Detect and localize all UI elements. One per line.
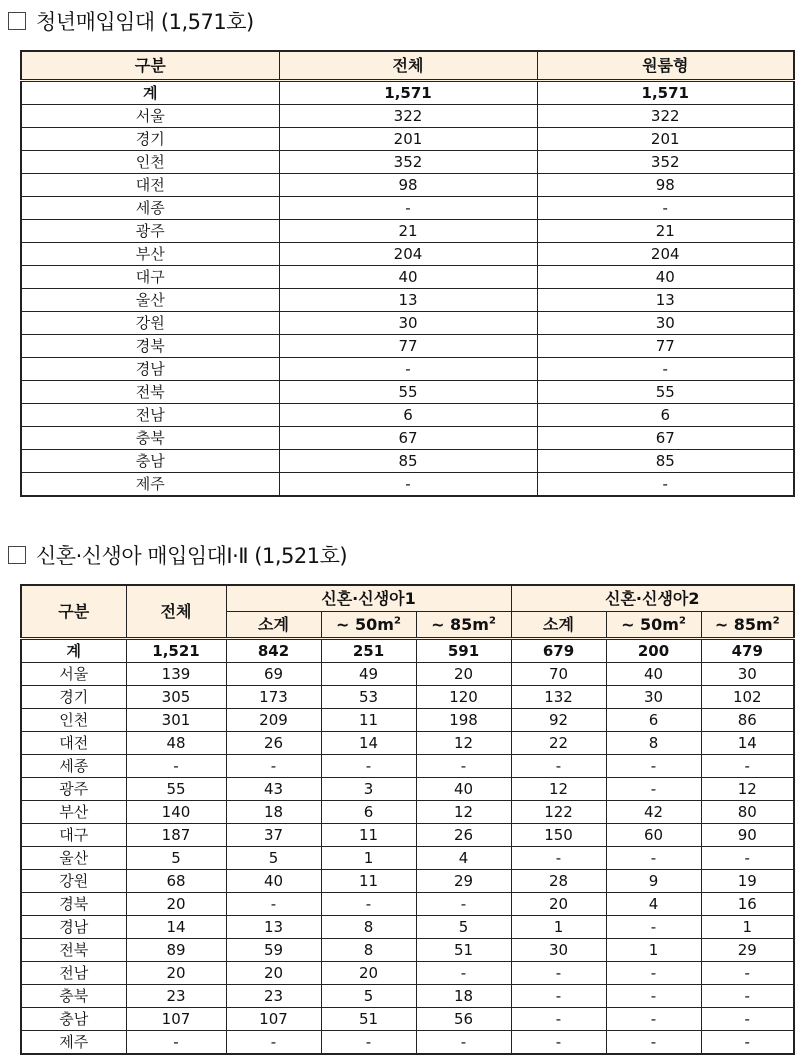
value-cell: 13 bbox=[537, 289, 794, 312]
region-cell: 충북 bbox=[21, 427, 279, 450]
value-cell: 122 bbox=[511, 801, 606, 824]
region-cell: 전북 bbox=[21, 381, 279, 404]
value-cell: 8 bbox=[321, 939, 416, 962]
value-cell: 12 bbox=[416, 801, 511, 824]
value-cell: 30 bbox=[537, 312, 794, 335]
value-cell: 204 bbox=[279, 243, 537, 266]
region-cell: 강원 bbox=[21, 312, 279, 335]
value-cell: 51 bbox=[321, 1008, 416, 1031]
youth-housing-table bbox=[20, 50, 795, 497]
value-cell: - bbox=[321, 1031, 416, 1055]
value-cell: 16 bbox=[701, 893, 794, 916]
table-row bbox=[21, 985, 794, 1008]
table-row bbox=[21, 709, 794, 732]
value-cell: 55 bbox=[537, 381, 794, 404]
value-cell: - bbox=[416, 1031, 511, 1055]
value-cell: - bbox=[511, 985, 606, 1008]
value-cell: 13 bbox=[279, 289, 537, 312]
value-cell: 28 bbox=[511, 870, 606, 893]
table-row bbox=[21, 755, 794, 778]
value-cell: 4 bbox=[606, 893, 701, 916]
value-cell: 18 bbox=[416, 985, 511, 1008]
header-group1: 신혼·신생아1 bbox=[226, 585, 511, 612]
value-cell: 1 bbox=[701, 916, 794, 939]
value-cell: - bbox=[701, 847, 794, 870]
value-cell: - bbox=[606, 1008, 701, 1031]
value-cell: 204 bbox=[537, 243, 794, 266]
table-row bbox=[21, 266, 794, 289]
region-cell: 전북 bbox=[21, 939, 126, 962]
region-cell: 인천 bbox=[21, 709, 126, 732]
value-cell: 22 bbox=[511, 732, 606, 755]
header-group2: 신혼·신생아2 bbox=[511, 585, 794, 612]
region-cell: 경기 bbox=[21, 686, 126, 709]
value-cell: 4 bbox=[416, 847, 511, 870]
value-cell: 85 bbox=[279, 450, 537, 473]
value-cell: 40 bbox=[226, 870, 321, 893]
header-g2-50 bbox=[606, 612, 701, 639]
value-cell: 70 bbox=[511, 663, 606, 686]
value-cell: 51 bbox=[416, 939, 511, 962]
region-cell: 세종 bbox=[21, 755, 126, 778]
value-cell: - bbox=[511, 755, 606, 778]
value-cell: 107 bbox=[126, 1008, 226, 1031]
header-oneroom: 원룸형 bbox=[537, 51, 794, 81]
value-cell: 60 bbox=[606, 824, 701, 847]
table-row bbox=[21, 427, 794, 450]
value-cell: 173 bbox=[226, 686, 321, 709]
value-cell: - bbox=[511, 847, 606, 870]
value-cell: 12 bbox=[701, 778, 794, 801]
region-cell: 대구 bbox=[21, 824, 126, 847]
section2-title bbox=[8, 540, 347, 570]
value-cell: - bbox=[701, 985, 794, 1008]
value-cell: - bbox=[279, 197, 537, 220]
value-cell: 29 bbox=[701, 939, 794, 962]
region-cell: 전남 bbox=[21, 962, 126, 985]
region-cell: 제주 bbox=[21, 1031, 126, 1055]
table-row bbox=[21, 824, 794, 847]
value-cell: 11 bbox=[321, 709, 416, 732]
size-label: ~ 50m bbox=[336, 615, 394, 634]
table-row bbox=[21, 686, 794, 709]
value-cell: 90 bbox=[701, 824, 794, 847]
value-cell: 69 bbox=[226, 663, 321, 686]
value-cell: 352 bbox=[537, 151, 794, 174]
value-cell: 68 bbox=[126, 870, 226, 893]
region-cell: 경기 bbox=[21, 128, 279, 151]
value-cell: 89 bbox=[126, 939, 226, 962]
value-cell: 201 bbox=[279, 128, 537, 151]
value-cell: - bbox=[416, 755, 511, 778]
value-cell: - bbox=[537, 358, 794, 381]
value-cell: - bbox=[537, 197, 794, 220]
value-cell: 21 bbox=[537, 220, 794, 243]
table-row bbox=[21, 105, 794, 128]
value-cell: - bbox=[126, 1031, 226, 1055]
size-label: ~ 50m bbox=[621, 615, 679, 634]
value-cell: 21 bbox=[279, 220, 537, 243]
table-row bbox=[21, 220, 794, 243]
value-cell: 30 bbox=[606, 686, 701, 709]
value-cell: 98 bbox=[537, 174, 794, 197]
value-cell: - bbox=[606, 962, 701, 985]
value-cell: 150 bbox=[511, 824, 606, 847]
region-cell: 대전 bbox=[21, 174, 279, 197]
value-cell: 6 bbox=[606, 709, 701, 732]
value-cell: 120 bbox=[416, 686, 511, 709]
value-cell: 1 bbox=[606, 939, 701, 962]
value-cell: - bbox=[126, 755, 226, 778]
region-cell: 경북 bbox=[21, 335, 279, 358]
value-cell: 14 bbox=[701, 732, 794, 755]
table-row bbox=[21, 243, 794, 266]
value-cell: - bbox=[226, 1031, 321, 1055]
table-row bbox=[21, 174, 794, 197]
table-row bbox=[21, 197, 794, 220]
region-cell: 강원 bbox=[21, 870, 126, 893]
value-cell: - bbox=[416, 962, 511, 985]
value-cell: 40 bbox=[279, 266, 537, 289]
value-cell: 14 bbox=[321, 732, 416, 755]
value-cell: 200 bbox=[606, 639, 701, 663]
value-cell: 20 bbox=[511, 893, 606, 916]
value-cell: - bbox=[701, 1031, 794, 1055]
value-cell: 20 bbox=[416, 663, 511, 686]
value-cell: 6 bbox=[279, 404, 537, 427]
value-cell: 20 bbox=[321, 962, 416, 985]
header-g1-85 bbox=[416, 612, 511, 639]
value-cell: 8 bbox=[321, 916, 416, 939]
table-row bbox=[21, 289, 794, 312]
header-g1-50 bbox=[321, 612, 416, 639]
region-cell: 제주 bbox=[21, 473, 279, 497]
value-cell: - bbox=[606, 1031, 701, 1055]
value-cell: 5 bbox=[321, 985, 416, 1008]
table-row bbox=[21, 404, 794, 427]
value-cell: 679 bbox=[511, 639, 606, 663]
region-cell: 인천 bbox=[21, 151, 279, 174]
value-cell: - bbox=[511, 1008, 606, 1031]
table-row bbox=[21, 381, 794, 404]
value-cell: 322 bbox=[537, 105, 794, 128]
value-cell: - bbox=[511, 1031, 606, 1055]
value-cell: 12 bbox=[416, 732, 511, 755]
value-cell: - bbox=[701, 962, 794, 985]
value-cell: 48 bbox=[126, 732, 226, 755]
region-cell: 경남 bbox=[21, 916, 126, 939]
table-row bbox=[21, 450, 794, 473]
table-row bbox=[21, 128, 794, 151]
header-g2-85 bbox=[701, 612, 794, 639]
checkbox-square-icon bbox=[8, 12, 26, 30]
checkbox-square-icon bbox=[8, 546, 26, 564]
header-g1-subtotal: 소계 bbox=[226, 612, 321, 639]
value-cell: 12 bbox=[511, 778, 606, 801]
value-cell: 20 bbox=[126, 962, 226, 985]
value-cell: - bbox=[321, 893, 416, 916]
value-cell: 40 bbox=[606, 663, 701, 686]
region-cell: 서울 bbox=[21, 663, 126, 686]
table-row bbox=[21, 663, 794, 686]
header-total: 전체 bbox=[126, 585, 226, 639]
value-cell: 92 bbox=[511, 709, 606, 732]
value-cell: 20 bbox=[226, 962, 321, 985]
value-cell: 201 bbox=[537, 128, 794, 151]
value-cell: 26 bbox=[416, 824, 511, 847]
value-cell: 40 bbox=[537, 266, 794, 289]
value-cell: 107 bbox=[226, 1008, 321, 1031]
value-cell: 86 bbox=[701, 709, 794, 732]
total-row bbox=[21, 81, 794, 105]
table-row bbox=[21, 962, 794, 985]
value-cell: - bbox=[701, 1008, 794, 1031]
value-cell: - bbox=[537, 473, 794, 497]
region-cell: 광주 bbox=[21, 220, 279, 243]
sup: 2 bbox=[678, 615, 686, 627]
total-row bbox=[21, 639, 794, 663]
header-category: 구분 bbox=[21, 51, 279, 81]
section2-title-text: 신혼·신생아 매입임대Ⅰ·Ⅱ (1,521호) bbox=[36, 544, 348, 568]
value-cell: - bbox=[279, 358, 537, 381]
value-cell: - bbox=[606, 847, 701, 870]
value-cell: 5 bbox=[226, 847, 321, 870]
region-cell: 계 bbox=[21, 81, 279, 105]
region-cell: 서울 bbox=[21, 105, 279, 128]
value-cell: 18 bbox=[226, 801, 321, 824]
value-cell: 26 bbox=[226, 732, 321, 755]
region-cell: 경남 bbox=[21, 358, 279, 381]
value-cell: 67 bbox=[279, 427, 537, 450]
value-cell: 842 bbox=[226, 639, 321, 663]
value-cell: - bbox=[606, 985, 701, 1008]
value-cell: 37 bbox=[226, 824, 321, 847]
region-cell: 계 bbox=[21, 639, 126, 663]
value-cell: 59 bbox=[226, 939, 321, 962]
value-cell: 55 bbox=[126, 778, 226, 801]
value-cell: 43 bbox=[226, 778, 321, 801]
value-cell: 11 bbox=[321, 870, 416, 893]
sup: 2 bbox=[772, 615, 780, 627]
header-total: 전체 bbox=[279, 51, 537, 81]
table-row bbox=[21, 151, 794, 174]
table-row bbox=[21, 939, 794, 962]
value-cell: 30 bbox=[511, 939, 606, 962]
value-cell: 40 bbox=[416, 778, 511, 801]
value-cell: 53 bbox=[321, 686, 416, 709]
value-cell: 209 bbox=[226, 709, 321, 732]
value-cell: 13 bbox=[226, 916, 321, 939]
value-cell: 5 bbox=[126, 847, 226, 870]
value-cell: - bbox=[279, 473, 537, 497]
region-cell: 전남 bbox=[21, 404, 279, 427]
sup: 2 bbox=[488, 615, 496, 627]
table-row bbox=[21, 916, 794, 939]
region-cell: 울산 bbox=[21, 289, 279, 312]
newlywed-housing-table bbox=[20, 584, 795, 1055]
value-cell: - bbox=[226, 893, 321, 916]
value-cell: 1 bbox=[511, 916, 606, 939]
region-cell: 대전 bbox=[21, 732, 126, 755]
value-cell: 77 bbox=[279, 335, 537, 358]
value-cell: 132 bbox=[511, 686, 606, 709]
value-cell: 30 bbox=[279, 312, 537, 335]
value-cell: 8 bbox=[606, 732, 701, 755]
value-cell: 19 bbox=[701, 870, 794, 893]
value-cell: 55 bbox=[279, 381, 537, 404]
value-cell: 5 bbox=[416, 916, 511, 939]
value-cell: 1,571 bbox=[537, 81, 794, 105]
value-cell: 251 bbox=[321, 639, 416, 663]
header-category: 구분 bbox=[21, 585, 126, 639]
region-cell: 부산 bbox=[21, 801, 126, 824]
value-cell: 6 bbox=[321, 801, 416, 824]
value-cell: 102 bbox=[701, 686, 794, 709]
table-row bbox=[21, 870, 794, 893]
region-cell: 세종 bbox=[21, 197, 279, 220]
table-row bbox=[21, 732, 794, 755]
table-row bbox=[21, 847, 794, 870]
value-cell: 301 bbox=[126, 709, 226, 732]
value-cell: 140 bbox=[126, 801, 226, 824]
value-cell: 67 bbox=[537, 427, 794, 450]
region-cell: 충남 bbox=[21, 450, 279, 473]
value-cell: 9 bbox=[606, 870, 701, 893]
value-cell: - bbox=[701, 755, 794, 778]
region-cell: 광주 bbox=[21, 778, 126, 801]
table-row bbox=[21, 893, 794, 916]
value-cell: - bbox=[416, 893, 511, 916]
value-cell: 80 bbox=[701, 801, 794, 824]
value-cell: - bbox=[511, 962, 606, 985]
value-cell: - bbox=[606, 916, 701, 939]
value-cell: 56 bbox=[416, 1008, 511, 1031]
table-row bbox=[21, 1008, 794, 1031]
region-cell: 대구 bbox=[21, 266, 279, 289]
value-cell: 42 bbox=[606, 801, 701, 824]
region-cell: 충남 bbox=[21, 1008, 126, 1031]
region-cell: 부산 bbox=[21, 243, 279, 266]
value-cell: 591 bbox=[416, 639, 511, 663]
value-cell: 23 bbox=[226, 985, 321, 1008]
table-row bbox=[21, 473, 794, 497]
table-row bbox=[21, 312, 794, 335]
value-cell: 352 bbox=[279, 151, 537, 174]
region-cell: 울산 bbox=[21, 847, 126, 870]
value-cell: 23 bbox=[126, 985, 226, 1008]
value-cell: 198 bbox=[416, 709, 511, 732]
value-cell: 30 bbox=[701, 663, 794, 686]
value-cell: 77 bbox=[537, 335, 794, 358]
sup: 2 bbox=[393, 615, 401, 627]
table-row bbox=[21, 358, 794, 381]
value-cell: - bbox=[606, 778, 701, 801]
table-row bbox=[21, 335, 794, 358]
table-row bbox=[21, 778, 794, 801]
value-cell: 1,521 bbox=[126, 639, 226, 663]
size-label: ~ 85m bbox=[431, 615, 489, 634]
section1-title-text: 청년매입임대 (1,571호) bbox=[36, 10, 254, 34]
table-row bbox=[21, 1031, 794, 1055]
value-cell: 305 bbox=[126, 686, 226, 709]
region-cell: 경북 bbox=[21, 893, 126, 916]
value-cell: 20 bbox=[126, 893, 226, 916]
header-g2-subtotal: 소계 bbox=[511, 612, 606, 639]
value-cell: - bbox=[321, 755, 416, 778]
table-row bbox=[21, 801, 794, 824]
value-cell: 322 bbox=[279, 105, 537, 128]
section1-title bbox=[8, 6, 254, 36]
value-cell: 1 bbox=[321, 847, 416, 870]
value-cell: 139 bbox=[126, 663, 226, 686]
region-cell: 충북 bbox=[21, 985, 126, 1008]
size-label: ~ 85m bbox=[714, 615, 773, 634]
value-cell: 187 bbox=[126, 824, 226, 847]
value-cell: - bbox=[226, 755, 321, 778]
value-cell: 29 bbox=[416, 870, 511, 893]
value-cell: 85 bbox=[537, 450, 794, 473]
value-cell: 49 bbox=[321, 663, 416, 686]
value-cell: 3 bbox=[321, 778, 416, 801]
value-cell: 98 bbox=[279, 174, 537, 197]
value-cell: 479 bbox=[701, 639, 794, 663]
value-cell: 6 bbox=[537, 404, 794, 427]
value-cell: - bbox=[606, 755, 701, 778]
value-cell: 14 bbox=[126, 916, 226, 939]
value-cell: 11 bbox=[321, 824, 416, 847]
value-cell: 1,571 bbox=[279, 81, 537, 105]
